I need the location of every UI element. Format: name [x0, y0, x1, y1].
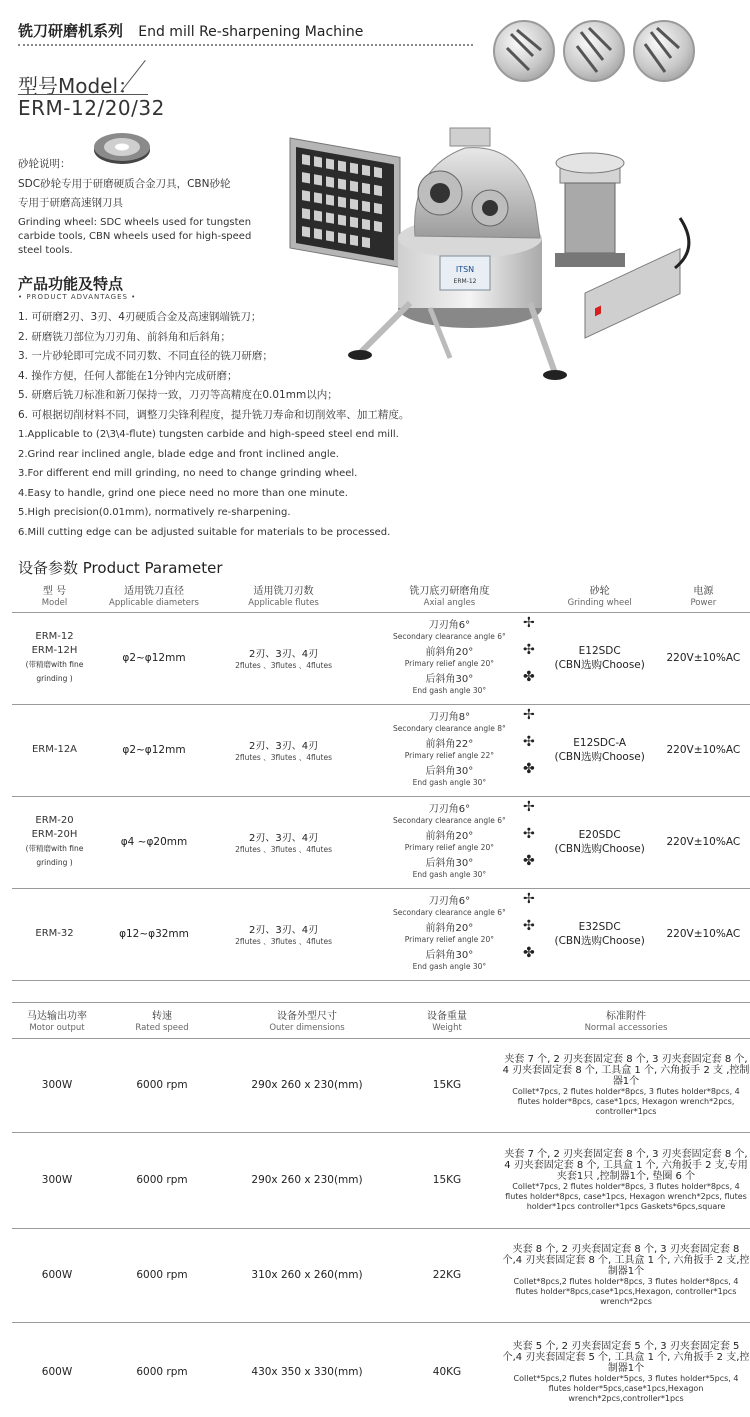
angle-icon: ✣	[522, 825, 535, 842]
end-mill-flutes-drawing	[493, 20, 698, 84]
angle-icon: ✤	[522, 668, 535, 685]
model-value: ERM-12/20/32	[18, 96, 165, 120]
angle-icon: ✤	[522, 852, 535, 869]
feature-en-3: 3.For different end mill grinding, no need to change grinding wheel.	[18, 468, 358, 479]
feature-cn-3: 3. 一片砂轮即可完成不同刃数、不同直径的铣刀研磨；	[18, 350, 273, 362]
power-cell: 220V±10%AC	[666, 836, 741, 848]
params-table	[12, 584, 750, 981]
table-row	[12, 1038, 750, 1132]
table-row	[12, 704, 750, 796]
specs-header-dims: 设备外型尺寸 Outer dimensions	[269, 1011, 345, 1034]
advantages-subtitle: • PRODUCT ADVANTAGES •	[18, 293, 137, 301]
specs-header-motor: 马达输出功率 Motor output	[27, 1011, 87, 1034]
table-row	[12, 1322, 750, 1417]
grinding-wheel-image	[90, 128, 154, 168]
accessories-cell: 夹套 8 个, 2 刃夹套固定套 8 个, 3 刃夹套固定套 8 个,4 刃夹套固定套 8 个, 工具盒 1 个, 六角扳手 2 支,控制器1个 Collet*8pcs,2 flutes holder*8pcs, 3 flutes holder*8pcs, 4 flutes holder*8pcs,case*1pcs,Hexagon, controller*1pcs wrench*2pcs	[502, 1243, 750, 1306]
diameter-cell: φ2~φ12mm	[122, 744, 186, 756]
wheel-cell: E12SDC (CBN选购Choose)	[554, 645, 645, 671]
angle-icon: ✢	[522, 614, 535, 631]
model-underline	[18, 94, 148, 95]
weight-cell: 40KG	[432, 1366, 462, 1379]
model-label: 型号Model：	[18, 74, 139, 98]
params-header-diameter: 适用铣刀直径 Applicable diameters	[109, 586, 199, 609]
table-row	[12, 888, 750, 980]
params-header-row	[12, 584, 750, 612]
power-cell: 220V±10%AC	[666, 652, 741, 664]
speed-cell: 6000 rpm	[136, 1174, 188, 1186]
feature-en-2: 2.Grind rear inclined angle, blade edge and front inclined angle.	[18, 448, 339, 460]
speed-cell: 6000 rpm	[136, 1366, 188, 1379]
angle-icon: ✣	[522, 917, 535, 934]
feature-cn-4: 4. 操作方便，任何人都能在1分钟内完成研磨；	[18, 369, 238, 382]
weight-cell: 22KG	[432, 1269, 462, 1281]
angle-icon: ✢	[522, 890, 535, 907]
angle-icon: ✣	[522, 641, 535, 658]
flutes-cell: 2刃、3刃、4刃 2flutes 、3flutes 、4flutes	[235, 649, 332, 670]
specs-header-weight: 设备重量 Weight	[427, 1011, 467, 1034]
page-title	[18, 20, 363, 41]
wheel-desc-en-2: carbide tools, CBN wheels used for high-speed	[18, 231, 252, 242]
diameter-cell: φ12~φ32mm	[119, 928, 189, 940]
angle-icon: ✤	[522, 944, 535, 961]
machine-brand: ITSN	[455, 265, 475, 274]
wheel-desc-en-3: steel tools.	[18, 245, 73, 256]
dims-cell: 290x 260 x 230(mm)	[251, 1079, 363, 1091]
feature-en-1: 1.Applicable to (2\3\4-flute) tungsten carbide and high-speed steel end mill.	[18, 429, 399, 440]
model-cell: ERM-12A	[31, 744, 78, 755]
table-row	[12, 1228, 750, 1322]
speed-cell: 6000 rpm	[136, 1079, 188, 1091]
params-header-wheel: 砂轮 Grinding wheel	[567, 586, 632, 609]
specs-header-speed: 转速 Rated speed	[135, 1011, 189, 1034]
angle-icon: ✣	[522, 733, 535, 750]
flutes-cell: 2刃、3刃、4刃 2flutes 、3flutes 、4flutes	[235, 741, 332, 762]
motor-cell: 600W	[41, 1269, 73, 1281]
advantages-title: 产品功能及特点	[18, 275, 124, 293]
wheel-desc-en-1: Grinding wheel: SDC wheels used for tungsten	[18, 217, 252, 228]
machine-model-label: ERM-12	[453, 278, 477, 285]
angle-icon: ✤	[522, 760, 535, 777]
feature-cn-6: 6. 可根据切削材料不同，调整刀尖锋利程度，提升铣刀寿命和切削效率、加工精度。	[18, 408, 410, 421]
params-header-angles: 铣刀底刃研磨角度 Axial angles	[409, 586, 490, 609]
weight-cell: 15KG	[432, 1079, 462, 1091]
accessories-cell: 夹套 7 个, 2 刃夹套固定套 8 个, 3 刃夹套固定套 8 个, 4 刃夹套固定套 8 个, 工具盒 1 个, 六角扳手 2 支 ,控制器1个 Collet*7pcs, 2 flutes holder*8pcs, 3 flutes holder*8pcs, 4 flutes holder*8pcs, case*1pcs, Hexagon wrench*2pcs, controller*1pcs	[502, 1053, 750, 1116]
diameter-cell: φ2~φ12mm	[122, 652, 186, 664]
dims-cell: 290x 260 x 230(mm)	[251, 1174, 363, 1186]
model-cell: ERM-32	[35, 928, 74, 939]
dims-cell: 430x 350 x 330(mm)	[251, 1366, 363, 1379]
wheel-cell: E12SDC-A (CBN选购Choose)	[554, 737, 645, 763]
flutes-cell: 2刃、3刃、4刃 2flutes 、3flutes 、4flutes	[235, 925, 332, 946]
params-title: 设备参数 Product Parameter	[18, 559, 223, 577]
advantages-list-en	[18, 425, 399, 542]
specs-header-accessories: 标准附件 Normal accessories	[584, 1011, 668, 1034]
params-header-model: 型 号 Model	[41, 586, 68, 609]
wheel-label: 砂轮说明：	[18, 158, 71, 170]
accessories-cell: 夹套 5 个, 2 刃夹套固定套 5 个, 3 刃夹套固定套 5 个,4 刃夹套固定套 5 个, 工具盒 1 个, 六角扳手 2 支,控制器1个 Collet*5pcs,2 flutes holder*5pcs, 3 flutes holder*5pcs, 4 flutes holder*5pcs,case*1pcs,Hexagon wrench*2pcs,controller*1pcs	[502, 1340, 750, 1403]
params-header-flutes: 适用铣刀刃数 Applicable flutes	[248, 586, 319, 609]
title-cn: 铣刀研磨机系列	[18, 22, 124, 40]
motor-cell: 600W	[41, 1366, 73, 1379]
power-cell: 220V±10%AC	[666, 744, 741, 756]
power-cell: 220V±10%AC	[666, 928, 741, 940]
angles-cell: 刀刃角6° ✢ Secondary clearance angle 6° 前斜角20° ✣ Primary relief angle 20° 后斜角30° ✤ End gash angle 30°	[392, 614, 535, 695]
params-header-power: 电源 Power	[690, 586, 717, 609]
table-row	[12, 796, 750, 888]
angle-icon: ✢	[522, 798, 535, 815]
angles-cell: 刀刃角6° ✢ Secondary clearance angle 6° 前斜角20° ✣ Primary relief angle 20° 后斜角30° ✤ End gash angle 30°	[392, 890, 535, 971]
specs-header-row	[12, 1008, 750, 1038]
feature-cn-5: 5. 研磨后铣刀标准和新刀保持一致，刀刃等高精度在0.01mm以内；	[18, 389, 338, 401]
advantages-list-cn	[18, 308, 409, 425]
specs-top-line	[12, 1002, 750, 1003]
feature-en-5: 5.High precision(0.01mm), normatively re-sharpening.	[18, 507, 291, 518]
wheel-desc-2: 专用于研磨高速钢刀具	[18, 197, 123, 209]
speed-cell: 6000 rpm	[136, 1269, 188, 1281]
table-row	[12, 1132, 750, 1228]
model-cell: ERM-20 ERM-20H (带精磨with fine grinding )	[25, 815, 84, 867]
feature-en-4: 4.Easy to handle, grind one piece need no more than one minute.	[18, 487, 348, 499]
angles-cell: 刀刃角8° ✢ Secondary clearance angle 8° 前斜角22° ✣ Primary relief angle 22° 后斜角30° ✤ End gash angle 30°	[392, 706, 535, 787]
flutes-cell: 2刃、3刃、4刃 2flutes 、3flutes 、4flutes	[235, 833, 332, 854]
weight-cell: 15KG	[432, 1174, 462, 1186]
accessories-cell: 夹套 7 个, 2 刃夹套固定套 8 个, 3 刃夹套固定套 8 个, 4 刃夹套固定套 8 个, 工具盒 1 个, 六角扳手 2 支,专用夹套1只 ,控制器1个, 垫圈 6 个 Collet*7pcs, 2 flutes holder*8pcs, 3 flutes holder*8pcs, 4 flutes holder*8pcs, case*1pcs, Hexagon wrench*2pcs, flutes holder*1pcs controller*1pcs Gaskets*6pcs,square	[504, 1148, 748, 1211]
specs-table	[12, 1008, 750, 1417]
title-en: End mill Re-sharpening Machine	[138, 24, 364, 40]
motor-cell: 300W	[41, 1174, 73, 1186]
wheel-desc-1: SDC砂轮专用于研磨硬质合金刀具，CBN砂轮	[18, 178, 231, 190]
feature-en-6: 6.Mill cutting edge can be adjusted suitable for materials to be processed.	[18, 526, 391, 538]
diameter-cell: φ4 ~φ20mm	[120, 836, 188, 848]
angles-cell: 刀刃角6° ✢ Secondary clearance angle 6° 前斜角20° ✣ Primary relief angle 20° 后斜角30° ✤ End gash angle 30°	[392, 798, 535, 879]
header-divider	[18, 44, 473, 46]
feature-cn-1: 1. 可研磨2刃、3刃、4刃硬质合金及高速钢端铣刀；	[18, 311, 262, 323]
angle-icon: ✢	[522, 706, 535, 723]
feature-cn-2: 2. 研磨铣刀部位为刀刃角、前斜角和后斜角；	[18, 330, 231, 343]
model-cell: ERM-12 ERM-12H (带精磨with fine grinding )	[25, 631, 84, 683]
motor-cell: 300W	[41, 1079, 73, 1091]
wheel-cell: E32SDC (CBN选购Choose)	[554, 921, 645, 947]
wheel-cell: E20SDC (CBN选购Choose)	[554, 829, 645, 855]
table-row	[12, 612, 750, 704]
dims-cell: 310x 260 x 260(mm)	[251, 1269, 363, 1281]
